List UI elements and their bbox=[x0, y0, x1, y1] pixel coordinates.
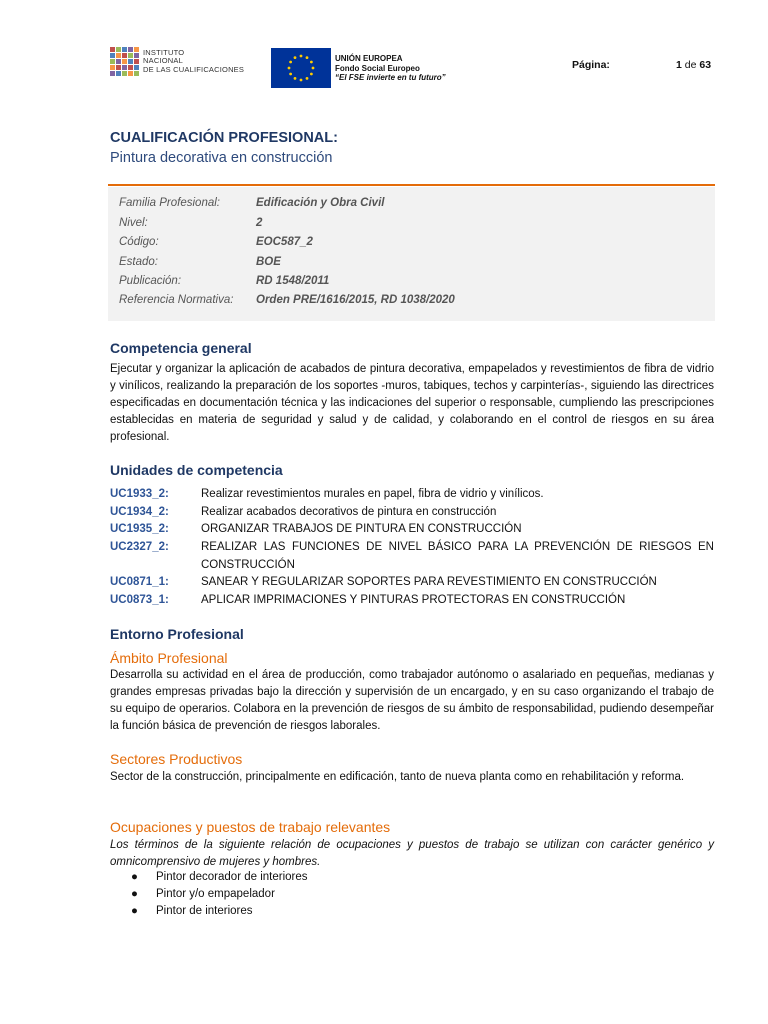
info-box bbox=[108, 187, 715, 321]
eu-star-icon bbox=[294, 56, 297, 59]
page-label: Página: bbox=[572, 59, 610, 71]
ocupaciones-intro: Los términos de la siguiente relación de ocupaciones y puestos de trabajo se utilizan con carácter genérico y omnicomprensivo de mujeres y hombres. bbox=[110, 839, 714, 868]
entorno-heading: Entorno Profesional bbox=[110, 626, 244, 642]
eu-line-2: Fondo Social Europeo bbox=[335, 63, 420, 73]
unidades-heading: Unidades de competencia bbox=[110, 462, 283, 478]
uc-code: UC1935_2: bbox=[110, 523, 169, 535]
info-value: Orden PRE/1616/2015, RD 1038/2020 bbox=[256, 294, 455, 306]
sectores-heading: Sectores Productivos bbox=[110, 751, 243, 767]
eu-text-block bbox=[335, 54, 446, 83]
info-key: Nivel: bbox=[119, 217, 148, 229]
document-subtitle: Pintura decorativa en construcción bbox=[110, 150, 333, 166]
bullet-icon: ● bbox=[131, 905, 138, 917]
info-value: EOC587_2 bbox=[256, 236, 313, 248]
eu-line-3: “El FSE invierte en tu futuro” bbox=[335, 73, 446, 82]
bullet-icon: ● bbox=[131, 888, 138, 900]
eu-line-1: UNIÓN EUROPEA bbox=[335, 54, 403, 63]
eu-star-icon bbox=[310, 61, 313, 64]
list-item-text: Pintor y/o empapelador bbox=[156, 888, 275, 900]
list-item-text: Pintor de interiores bbox=[156, 905, 253, 917]
uc-desc: ORGANIZAR TRABAJOS DE PINTURA EN CONSTRUCCIÓN bbox=[201, 523, 522, 535]
list-item-text: Pintor decorador de interiores bbox=[156, 871, 308, 883]
info-key: Publicación: bbox=[119, 275, 182, 287]
eu-star-icon bbox=[300, 79, 303, 82]
eu-flag-icon bbox=[271, 48, 331, 88]
document-title: CUALIFICACIÓN PROFESIONAL: bbox=[110, 130, 338, 146]
eu-star-icon bbox=[294, 77, 297, 80]
bullet-icon: ● bbox=[131, 871, 138, 883]
uc-code: UC0873_1: bbox=[110, 594, 169, 606]
uc-code: UC1934_2: bbox=[110, 506, 169, 518]
uc-code: UC2327_2: bbox=[110, 541, 169, 553]
uc-desc: APLICAR IMPRIMACIONES Y PINTURAS PROTECTORAS EN CONSTRUCCIÓN bbox=[201, 594, 626, 606]
incual-line-1: INSTITUTO bbox=[143, 47, 185, 57]
incual-mosaic-icon bbox=[110, 47, 139, 76]
eu-star-icon bbox=[306, 77, 309, 80]
uc-desc: REALIZAR LAS FUNCIONES DE NIVEL BÁSICO PARA LA PREVENCIÓN DE RIESGOS EN CONSTRUCCIÓN bbox=[201, 541, 714, 571]
uc-code: UC1933_2: bbox=[110, 488, 169, 500]
eu-star-icon bbox=[312, 67, 315, 70]
uc-desc: Realizar revestimientos murales en papel, fibra de vidrio y vinílicos. bbox=[201, 488, 544, 500]
uc-desc: SANEAR Y REGULARIZAR SOPORTES PARA REVESTIMIENTO EN CONSTRUCCIÓN bbox=[201, 576, 657, 588]
info-value: Edificación y Obra Civil bbox=[256, 197, 385, 209]
incual-logo bbox=[110, 47, 244, 76]
info-key: Código: bbox=[119, 236, 159, 248]
eu-star-icon bbox=[288, 67, 291, 70]
info-value: RD 1548/2011 bbox=[256, 275, 330, 287]
eu-star-icon bbox=[306, 56, 309, 59]
incual-line-2: NACIONAL bbox=[143, 56, 183, 66]
incual-logo-text bbox=[143, 49, 244, 75]
page-total: 63 bbox=[699, 59, 712, 71]
ambito-heading: Ámbito Profesional bbox=[110, 650, 228, 666]
page-of: de bbox=[684, 59, 697, 71]
page-number bbox=[676, 59, 711, 71]
title-divider bbox=[108, 184, 715, 186]
info-key: Estado: bbox=[119, 256, 158, 268]
eu-star-icon bbox=[300, 55, 303, 58]
ocupaciones-heading: Ocupaciones y puestos de trabajo relevantes bbox=[110, 819, 391, 835]
page-current: 1 bbox=[676, 59, 682, 71]
eu-star-icon bbox=[289, 61, 292, 64]
eu-star-icon bbox=[310, 73, 313, 76]
uc-desc: Realizar acabados decorativos de pintura en construcción bbox=[201, 506, 497, 518]
uc-code: UC0871_1: bbox=[110, 576, 169, 588]
competencia-text: Ejecutar y organizar la aplicación de acabados de pintura decorativa, empapelados y revestimientos de fibra de vidrio y vinílicos, realizando la preparación de los soportes -muros, tabiques, techos y carpinterías-, siguiendo las directrices especificadas en documentación técnica y las indicaciones del superior o responsable, cumpliendo las prescripciones establecidas en materia de seguridad y salud y de calidad, y colaborando en el control de riesgos en su área profesional. bbox=[110, 363, 714, 443]
info-key: Familia Profesional: bbox=[119, 197, 220, 209]
competencia-heading: Competencia general bbox=[110, 340, 252, 356]
info-value: 2 bbox=[256, 217, 263, 229]
ambito-text: Desarrolla su actividad en el área de producción, como trabajador autónomo o asalariado en pequeñas, medianas y grandes empresas privadas bajo la dirección y supervisión de un encargado, y en su caso organizando el trabajo de su equipo de operarios. Colabora en la prevención de riesgos de su ámbito de responsabilidad, pudiendo desempeñar la función básica de prevención de riesgos laborales. bbox=[110, 669, 714, 732]
eu-star-icon bbox=[289, 73, 292, 76]
incual-line-3: DE LAS CUALIFICACIONES bbox=[143, 64, 245, 74]
info-value: BOE bbox=[256, 256, 281, 268]
sectores-text: Sector de la construcción, principalmente en edificación, tanto de nueva planta como en rehabilitación y reforma. bbox=[110, 771, 685, 783]
info-key: Referencia Normativa: bbox=[119, 294, 234, 306]
